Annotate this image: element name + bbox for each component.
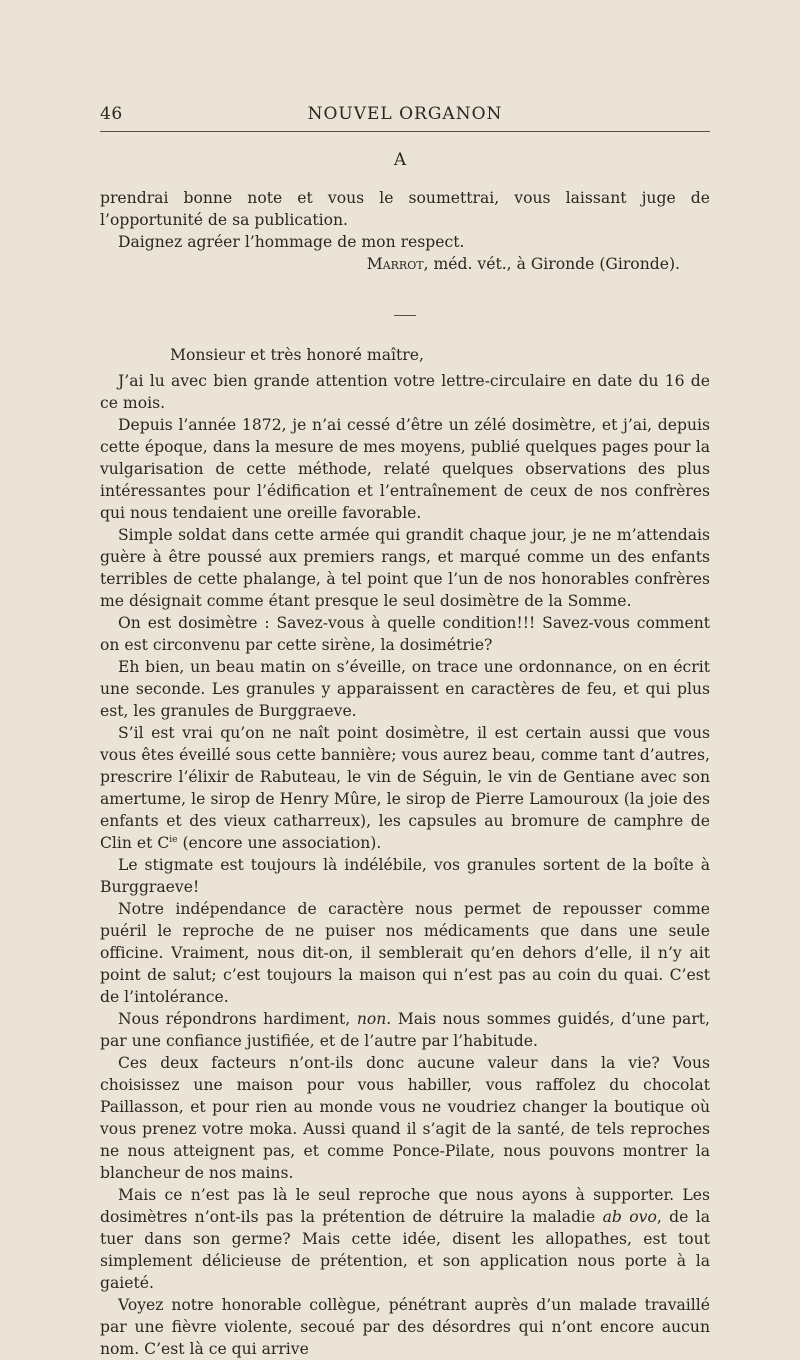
paragraph: Simple soldat dans cette armée qui grandit chaque jour, je ne m’attendais guère à être poussé aux premiers rangs, et marqué comme un des enfants terribles de cette phalange, à tel point que l’un de nos honorables confrères me désignait comme étant presque le seul dosimètre de la Somme. [100,526,710,610]
paragraph: J’ai lu avec bien grande attention votre lettre-circulaire en date du 16 de ce mois. [100,372,710,412]
paragraph: Daignez agréer l’hommage de mon respect. [118,233,465,251]
paragraph-text: S’il est vrai qu’on ne naît point dosimètre, il est certain aussi que vous vous êtes éveillé sous cette bannière; vous aurez beau, comme tant d’autres, prescrire l’élixir de Rabuteau, le vin de Séguin, le vin de Gentiane avec son amertume, le sirop de Henry Mûre, le sirop de Pierre Lamouroux (la joie des enfants et des vieux catharreux), les capsules au bromure de camphre de Clin et C [100,724,710,852]
section-separator [394,315,416,316]
letter-signature [100,253,710,275]
running-header [100,104,710,128]
running-title: NOUVEL ORGANON [307,104,503,124]
paragraph: Ces deux facteurs n’ont-ils donc aucune valeur dans la vie? Vous choisissez une maison pour vous habiller, vous raffolez du chocolat Paillasson, et pour rien au monde vous ne voudriez changer la boutique où vous prenez votre moka. Aussi quand il s’agit de la santé, de tels reproches ne nous atteignent pas, et comme Ponce-Pilate, nous pouvons montrer la blancheur de nos mains. [100,1054,710,1182]
paragraph-text: Nous répondrons hardiment, [118,1010,357,1028]
emphasis: ab ovo [602,1208,657,1226]
paragraph-text: Mais ce n’est pas là le seul reproche que nous ayons à supporter. Les dosimètres n’ont-ils pas la prétention de détruire la maladie [100,1186,710,1226]
signatory-name: Marrot [366,255,424,273]
paragraph [100,722,710,854]
paragraph: Depuis l’année 1872, je n’ai cessé d’être un zélé dosimètre, et j’ai, depuis cette époque, dans la mesure de mes moyens, publié quelques pages pour la vulgarisation de cette méthode, relaté quelques observations des plus intéressantes pour l’édification et l’entraînement de ceux de nos confrères qui nous tendaient une oreille favorable. [100,416,710,522]
body-text [100,187,710,1360]
paragraph: Eh bien, un beau matin on s’éveille, on trace une ordonnance, on en écrit une seconde. Les granules y apparaissent en caractères de feu, et qui plus est, les granules de Burggraeve. [100,658,710,720]
superscript: ie [169,834,178,845]
signatory-details: , méd. vét., à Gironde (Gironde). [423,255,680,273]
paragraph: Le stigmate est toujours là indélébile, vos granules sortent de la boîte à Burggraeve! [100,856,710,896]
paragraph-text: , de la tuer dans son germe? Mais cette idée, disent les allopathes, est tout simplement délicieuse de prétention, et son application nous porte à la gaieté. [100,1208,710,1292]
paragraph-text: Mais nous sommes guidés, d’une part, par une confiance justifiée, et de l’autre par l’habitude. [100,1010,710,1050]
paragraph: On est dosimètre : Savez-vous à quelle condition!!! Savez-vous comment on est circonvenu par cette sirène, la dosimétrie? [100,614,710,654]
header-rule [100,131,710,132]
paragraph: Notre indépendance de caractère nous permet de repousser comme puéril le reproche de ne puiser nos médicaments que dans une seule officine. Vraiment, nous dit-on, il semblerait qu’en dehors d’elle, il n’y ait point de salut; c’est toujours la maison qui n’est pas au coin du quai. C’est de l’intolérance. [100,900,710,1006]
paragraph: prendrai bonne note et vous le soumettrai, vous laissant juge de l’opportunité de sa publication. [100,189,710,229]
emphasis: non. [356,1010,392,1028]
paragraph: Voyez notre honorable collègue, pénétrant auprès d’un malade travaillé par une fièvre violente, secoué par des désordres qui n’ont encore aucun nom. C’est là ce qui arrive [100,1296,710,1358]
page-number: 46 [100,104,123,124]
salutation: Monsieur et très honoré maître, [170,346,424,364]
paragraph-text: (encore une association). [177,834,382,852]
signature-mark: A [393,150,407,170]
paragraph [100,1008,710,1052]
